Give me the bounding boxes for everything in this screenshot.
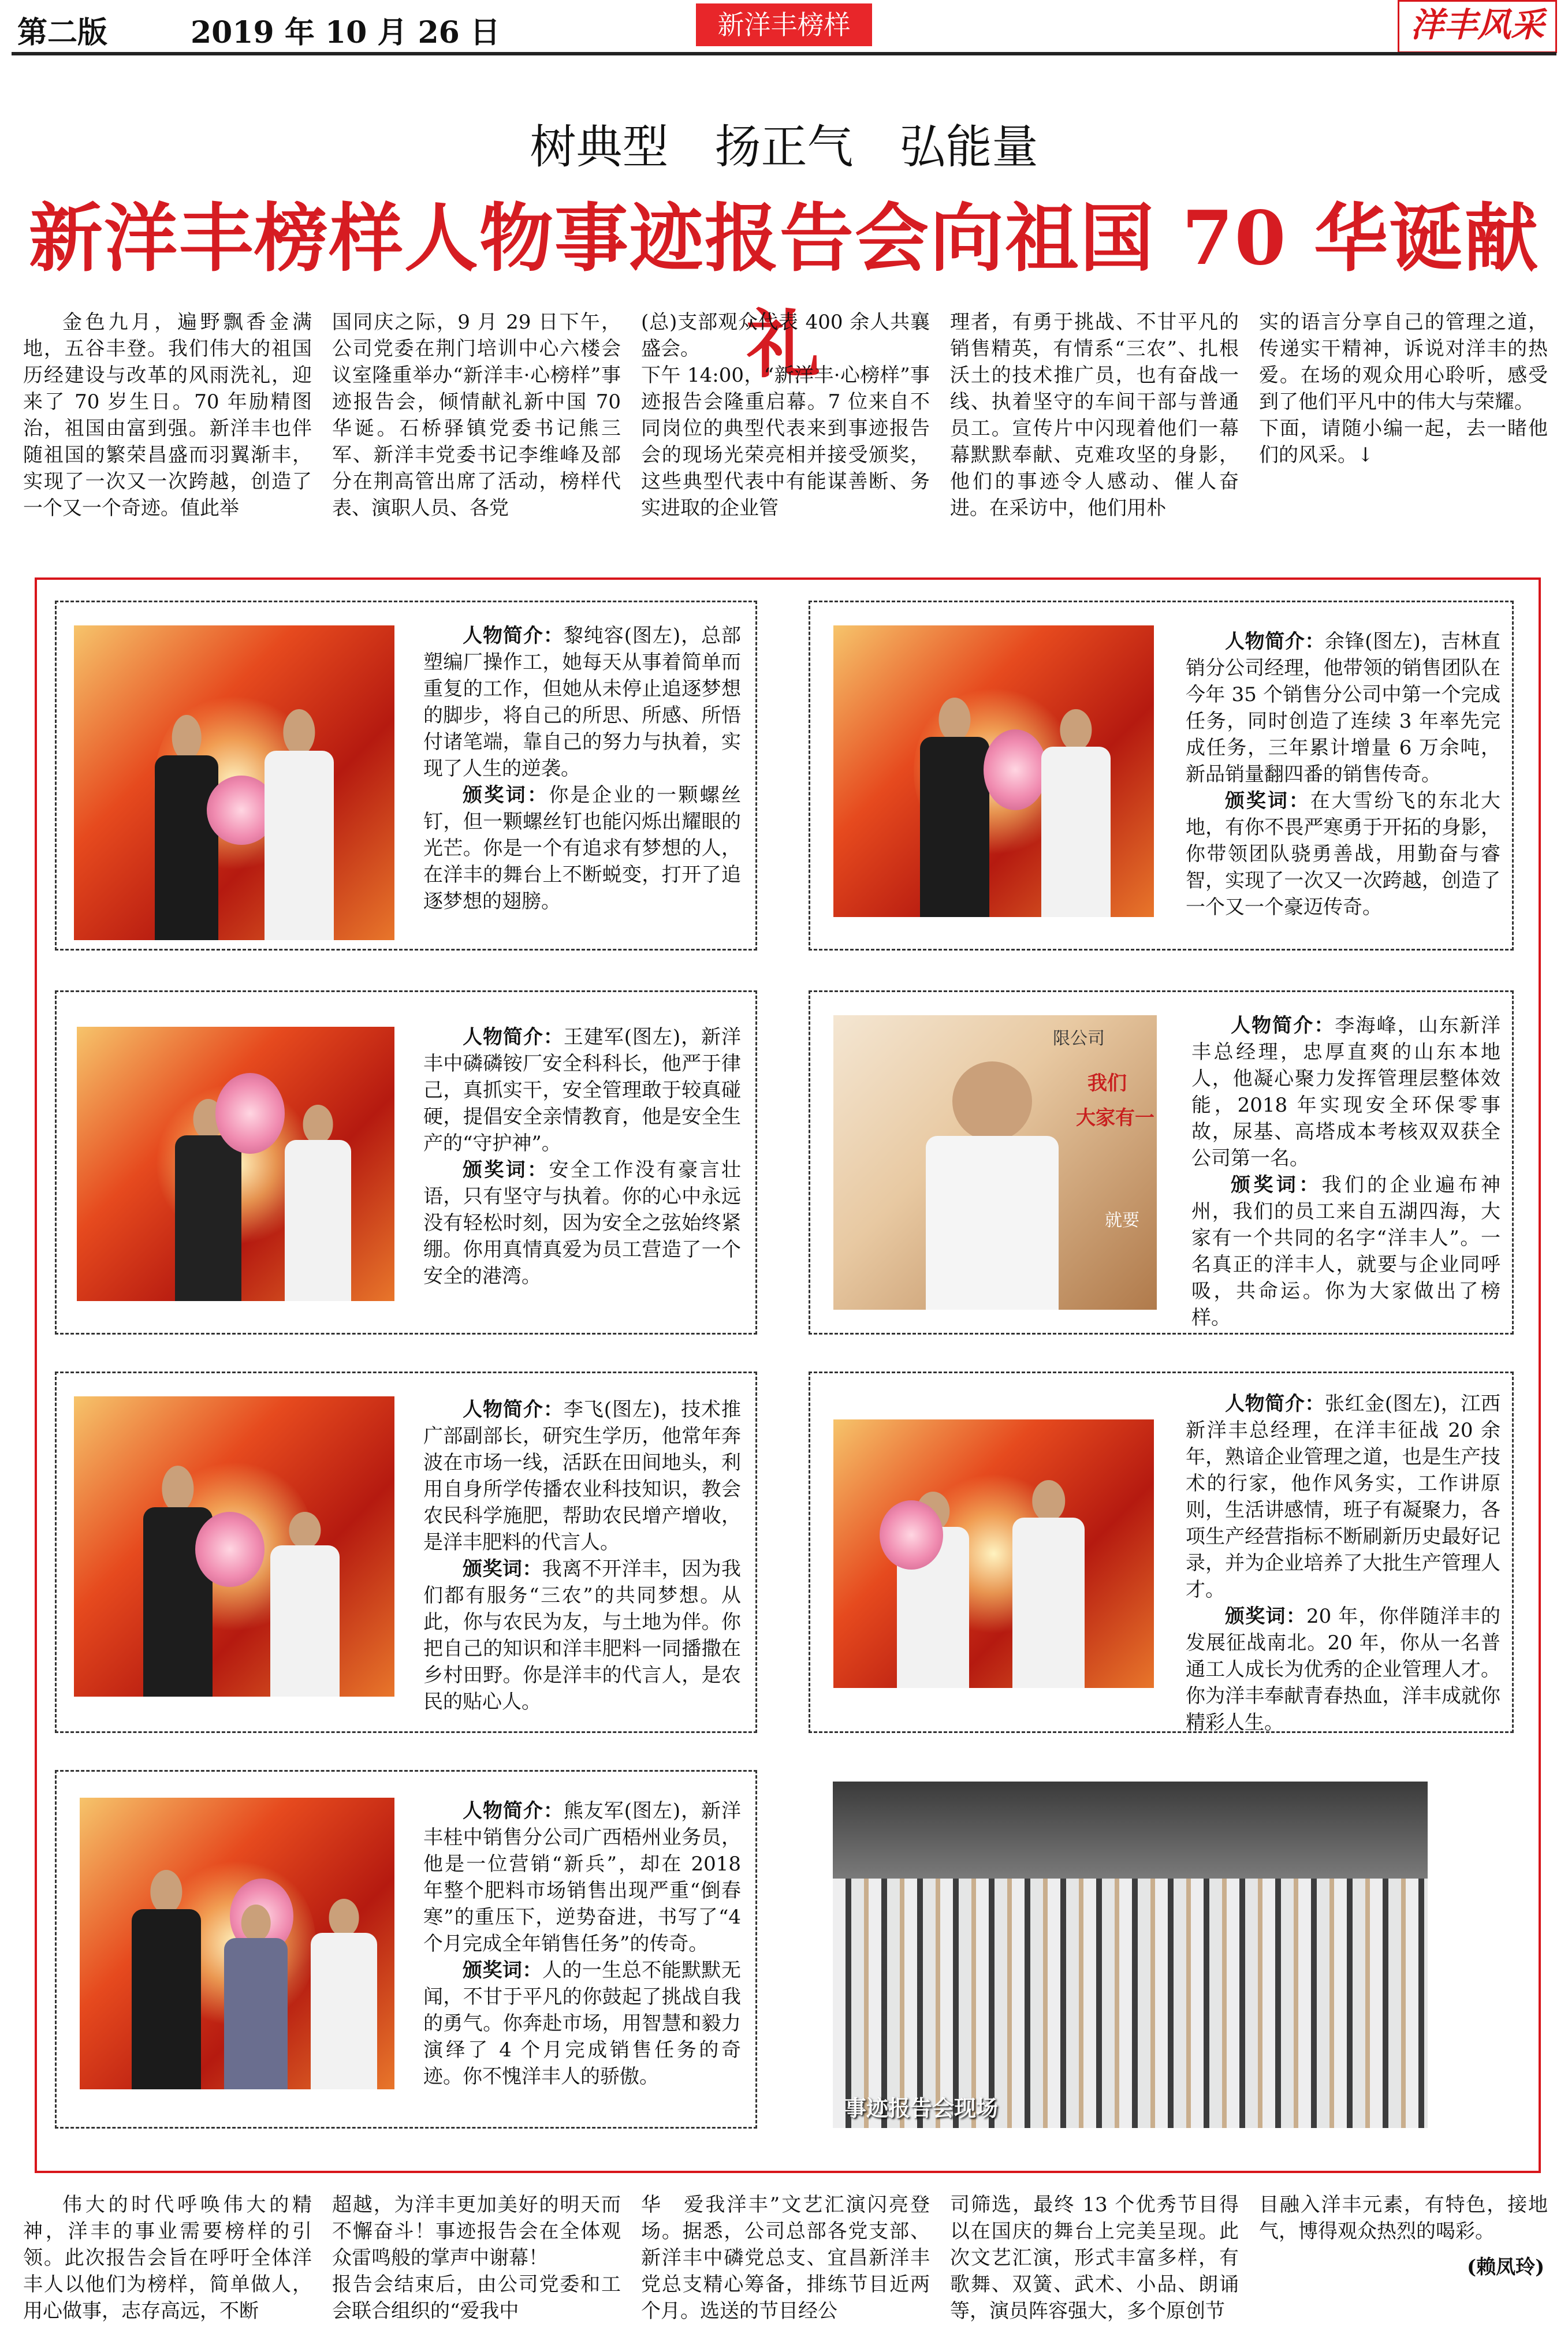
profile-photo — [833, 625, 1154, 917]
intro-column-4 — [950, 309, 1239, 521]
person-figure — [132, 1870, 201, 2089]
person-figure — [155, 715, 218, 940]
intro-label: 人物简介： — [1231, 1014, 1335, 1037]
award-text: 在大雪纷飞的东北大地，有你不畏严寒勇于开拓的身影，你带领团队骁勇善战，用勤奋与睿智，实现了一次又一次跨越，创造了一个又一个豪迈传奇。 — [1186, 789, 1501, 919]
profile-text — [1186, 628, 1500, 921]
photo-caption: 事迹报告会现场 — [844, 2095, 999, 2121]
bouquet — [880, 1500, 943, 1570]
intro-column-2 — [332, 309, 621, 521]
person-figure — [311, 1899, 377, 2089]
intro-column-1 — [23, 309, 312, 521]
award-label: 颁奖词： — [1225, 789, 1310, 813]
main-headline: 新洋丰榜样人物事迹报告会向祖国 70 华诞献礼 — [28, 195, 1540, 388]
award-label: 颁奖词： — [463, 1959, 542, 1982]
outro-column-3 — [641, 2192, 930, 2324]
profile-photo — [833, 1015, 1157, 1310]
outro-paragraph: 伟大的时代呼唤伟大的精神，洋丰的事业需要榜样的引领。此次报告会旨在呼吁全体洋丰人以他们为榜样，简单做人，用心做事，志存高远，不断 — [23, 2193, 312, 2323]
profile-card — [809, 1372, 1514, 1733]
intro-label: 人物简介： — [1225, 630, 1325, 653]
backdrop-text: 就要 — [1105, 1210, 1139, 1231]
intro-paragraph: 理者，有勇于挑战、不甘平凡的销售精英，有情系“三农”、扎根沃土的技术推广员，也有奋战一线、执着坚守的车间干部与普通员工。宣传片中闪现着他们一幕幕默默奉献、克难攻坚的身影，他们的事迹令人感动、催人奋进。在采访中，他们用朴 — [950, 311, 1239, 520]
award-label: 颁奖词： — [463, 1158, 549, 1182]
backdrop-text: 大家有一 — [1076, 1106, 1154, 1130]
person-figure — [143, 1466, 213, 1697]
award-text: 你是企业的一颗螺丝钉，但一颗螺丝钉也能闪烁出耀眼的光芒。你是一个有追求有梦想的人，在洋丰的舞台上不断蜕变，打开了追逐梦想的翅膀。 — [423, 784, 742, 913]
profile-photo — [80, 1798, 394, 2089]
profile-text — [423, 1798, 741, 2090]
edition-label: 第二版 — [17, 16, 108, 50]
intro-label: 人物简介： — [463, 1026, 564, 1049]
profile-text — [423, 623, 741, 915]
intro-column-3 — [641, 309, 930, 521]
award-text: 我离不开洋丰，因为我们都有服务“三农”的共同梦想。从此，你与农民为友，与土地为伴。你把自己的知识和洋丰肥料一同播撒在乡村田野。你是洋丰的代言人，是农民的贴心人。 — [423, 1557, 742, 1713]
profile-photo — [74, 625, 394, 940]
person-figure — [270, 1512, 340, 1697]
issue-date: 2019 年 10 月 26 日 — [191, 15, 500, 50]
person-figure — [920, 698, 989, 917]
outro-paragraph: 超越，为洋丰更加美好的明天而不懈奋斗！事迹报告会在全体观众雷鸣般的掌声中谢幕！ 报告会结束后，由公司党委和工会联合组织的“爱我中 — [332, 2193, 621, 2323]
bouquet — [195, 1512, 265, 1587]
profile-card — [55, 1372, 757, 1733]
profile-card — [809, 601, 1514, 951]
intro-label: 人物简介： — [1225, 1392, 1325, 1415]
person-figure — [926, 1061, 1059, 1310]
outro-column-4 — [950, 2192, 1239, 2324]
profile-photo — [833, 1419, 1154, 1688]
section-badge: 新洋丰榜样 — [696, 3, 872, 46]
award-label: 颁奖词： — [1225, 1605, 1306, 1628]
award-text: 人的一生总不能默默无闻，不甘于平凡的你鼓起了挑战自我的勇气。你奔赴市场，用智慧和毅力演绎了 4 个月完成销售任务的奇迹。你不愧洋丰人的骄傲。 — [423, 1959, 742, 2088]
intro-text: 李飞(图左)，技术推广部副部长，研究生学历，他常年奔波在市场一线，活跃在田间地头，利用自身所学传播农业科技知识，教会农民科学施肥，帮助农民增产增收，是洋丰肥料的代言人。 — [423, 1398, 741, 1554]
intro-text: 黎纯容(图左)，总部塑编厂操作工，她每天从事着简单而重复的工作，但她从未停止追逐梦想的脚步，将自己的所思、所感、所悟付诸笔端，靠自己的努力与执着，实现了人生的逆袭。 — [423, 624, 741, 780]
outro-column-1 — [23, 2192, 312, 2324]
intro-paragraph: (总)支部观众代表 400 余人共襄盛会。 下午 14:00，“新洋丰·心榜样”事迹报告会隆重启幕。7 位来自不同岗位的典型代表来到事迹报告会的现场光荣亮相并接受颁奖，这些典型代表中有能谋善断、务实进取的企业管 — [641, 311, 930, 520]
award-label: 颁奖词： — [463, 784, 549, 807]
intro-text: 李海峰，山东新洋丰总经理，忠厚直爽的山东本地人，他凝心聚力发挥管理层整体效能，2018 年实现安全环保零事故，尿基、高塔成本考核双双获全公司第一名。 — [1191, 1014, 1501, 1170]
profile-photo — [74, 1396, 394, 1697]
profile-card — [55, 601, 757, 951]
intro-text: 余锋(图左)，吉林直销分公司经理，他带领的销售团队在今年 35 个销售分公司中第一个完成任务，同时创造了连续 3 年率先完成任务，三年累计增量 6 万余吨，新品销量翻四番的销售传奇。 — [1186, 630, 1501, 786]
profile-text — [1186, 1391, 1500, 1736]
intro-column-5 — [1259, 309, 1548, 468]
profile-text — [423, 1396, 741, 1715]
intro-text: 张红金(图左)，江西新洋丰总经理，在洋丰征战 20 余年，熟谙企业管理之道，也是生产技术的行家，他作风务实，工作讲原则，生活讲感情，班子有凝聚力，各项生产经营指标不断刷新历史最好记录，并为企业培养了大批生产管理人才。 — [1186, 1392, 1501, 1601]
bouquet — [215, 1073, 285, 1154]
intro-paragraph: 国同庆之际，9 月 29 日下午，公司党委在荆门培训中心六楼会议室隆重举办“新洋丰·心榜样”事迹报告会，倾情献礼新中国 70 华诞。石桥驿镇党委书记熊三军、新洋丰党委书记李维峰及部分在荆高管出席了活动，榜样代表、演职人员、各党 — [332, 311, 621, 520]
profile-card — [55, 990, 757, 1335]
award-text: 20 年，你伴随洋丰的发展征战南北。20 年，你从一名普通工人成长为优秀的企业管理人才。你为洋丰奉献青春热血，洋丰成就你精彩人生。 — [1186, 1605, 1501, 1734]
outro-column-2 — [332, 2192, 621, 2324]
intro-paragraph: 实的语言分享自己的管理之道，传递实干精神，诉说对洋丰的热爱。在场的观众用心聆听，感受到了他们平凡中的伟大与荣耀。 下面，请随小编一起，去一睹他们的风采。↓ — [1259, 311, 1548, 467]
outro-paragraph: 司筛选，最终 13 个优秀节目得以在国庆的舞台上完美呈现。此次文艺汇演，形式丰富多样，有歌舞、双簧、武术、小品、朗诵等，演员阵容强大，多个原创节 — [950, 2193, 1239, 2323]
award-label: 颁奖词： — [463, 1557, 542, 1581]
newspaper-logo: 洋丰风采 — [1398, 0, 1557, 53]
person-figure — [285, 1105, 351, 1301]
person-figure — [1041, 709, 1111, 917]
byline: (赖凤玲) — [1467, 2256, 1545, 2279]
person-figure — [224, 1905, 288, 2089]
person-figure — [265, 709, 334, 940]
outro-paragraph: 目融入洋丰元素，有特色，接地气，博得观众热烈的喝彩。 — [1259, 2193, 1548, 2243]
header-rule — [12, 52, 1556, 55]
profile-text — [1191, 1012, 1500, 1331]
award-label: 颁奖词： — [1231, 1173, 1322, 1197]
intro-label: 人物简介： — [463, 624, 564, 647]
intro-text: 熊友军(图左)，新洋丰桂中销售分公司广西梧州业务员，他是一位营销“新兵”，却在 2018 年整个肥料市场销售出现严重“倒春寒”的重压下，逆势奋进，书写了“4 个月完成全年销售任务”的传奇。 — [423, 1799, 741, 1955]
award-text: 安全工作没有豪言壮语，只有坚守与执着。你的心中永远没有轻松时刻，因为安全之弦始终紧绷。你用真情真爱为员工营造了一个安全的港湾。 — [423, 1158, 742, 1288]
profile-photo — [77, 1027, 394, 1301]
award-text: 我们的企业遍布神州，我们的员工来自五湖四海，大家有一个共同的名字“洋丰人”。一名真正的洋丰人，就要与企业同呼吸，共命运。你为大家做出了榜样。 — [1191, 1173, 1501, 1329]
backdrop-text: 我们 — [1087, 1072, 1127, 1095]
profile-text — [423, 1024, 741, 1290]
masthead — [0, 0, 1568, 51]
intro-paragraph: 金色九月，遍野飘香金满地，五谷丰登。我们伟大的祖国历经建设与改革的风雨洗礼，迎来了 70 岁生日。70 年励精图治，祖国由富到强。新洋丰也伴随祖国的繁荣昌盛而羽翼渐丰，实现了一次又一次跨越，创造了一个又一个奇迹。值此举 — [23, 311, 312, 520]
profile-card — [55, 1770, 757, 2129]
intro-label: 人物简介： — [463, 1799, 564, 1823]
bouquet — [984, 729, 1047, 810]
person-figure — [1012, 1480, 1085, 1688]
backdrop-text: 限公司 — [1053, 1028, 1105, 1049]
outro-paragraph: 华 爱我洋丰”文艺汇演闪亮登场。据悉，公司总部各党支部、新洋丰中磷党总支、宜昌新洋丰党总支精心筹备，排练节目近两个月。选送的节目经公 — [641, 2193, 930, 2323]
kicker-headline: 树典型 扬正气 弘能量 — [530, 120, 1038, 174]
outro-column-5 — [1259, 2192, 1548, 2245]
intro-text: 王建军(图左)，新洋丰中磷磷铵厂安全科科长，他严于律己，真抓实干，安全管理敢于较真碰硬，提倡安全亲情教育，他是安全生产的“守护神”。 — [423, 1026, 741, 1155]
intro-label: 人物简介： — [463, 1398, 564, 1421]
profile-card — [809, 990, 1514, 1335]
event-hall-photo — [833, 1782, 1428, 2128]
